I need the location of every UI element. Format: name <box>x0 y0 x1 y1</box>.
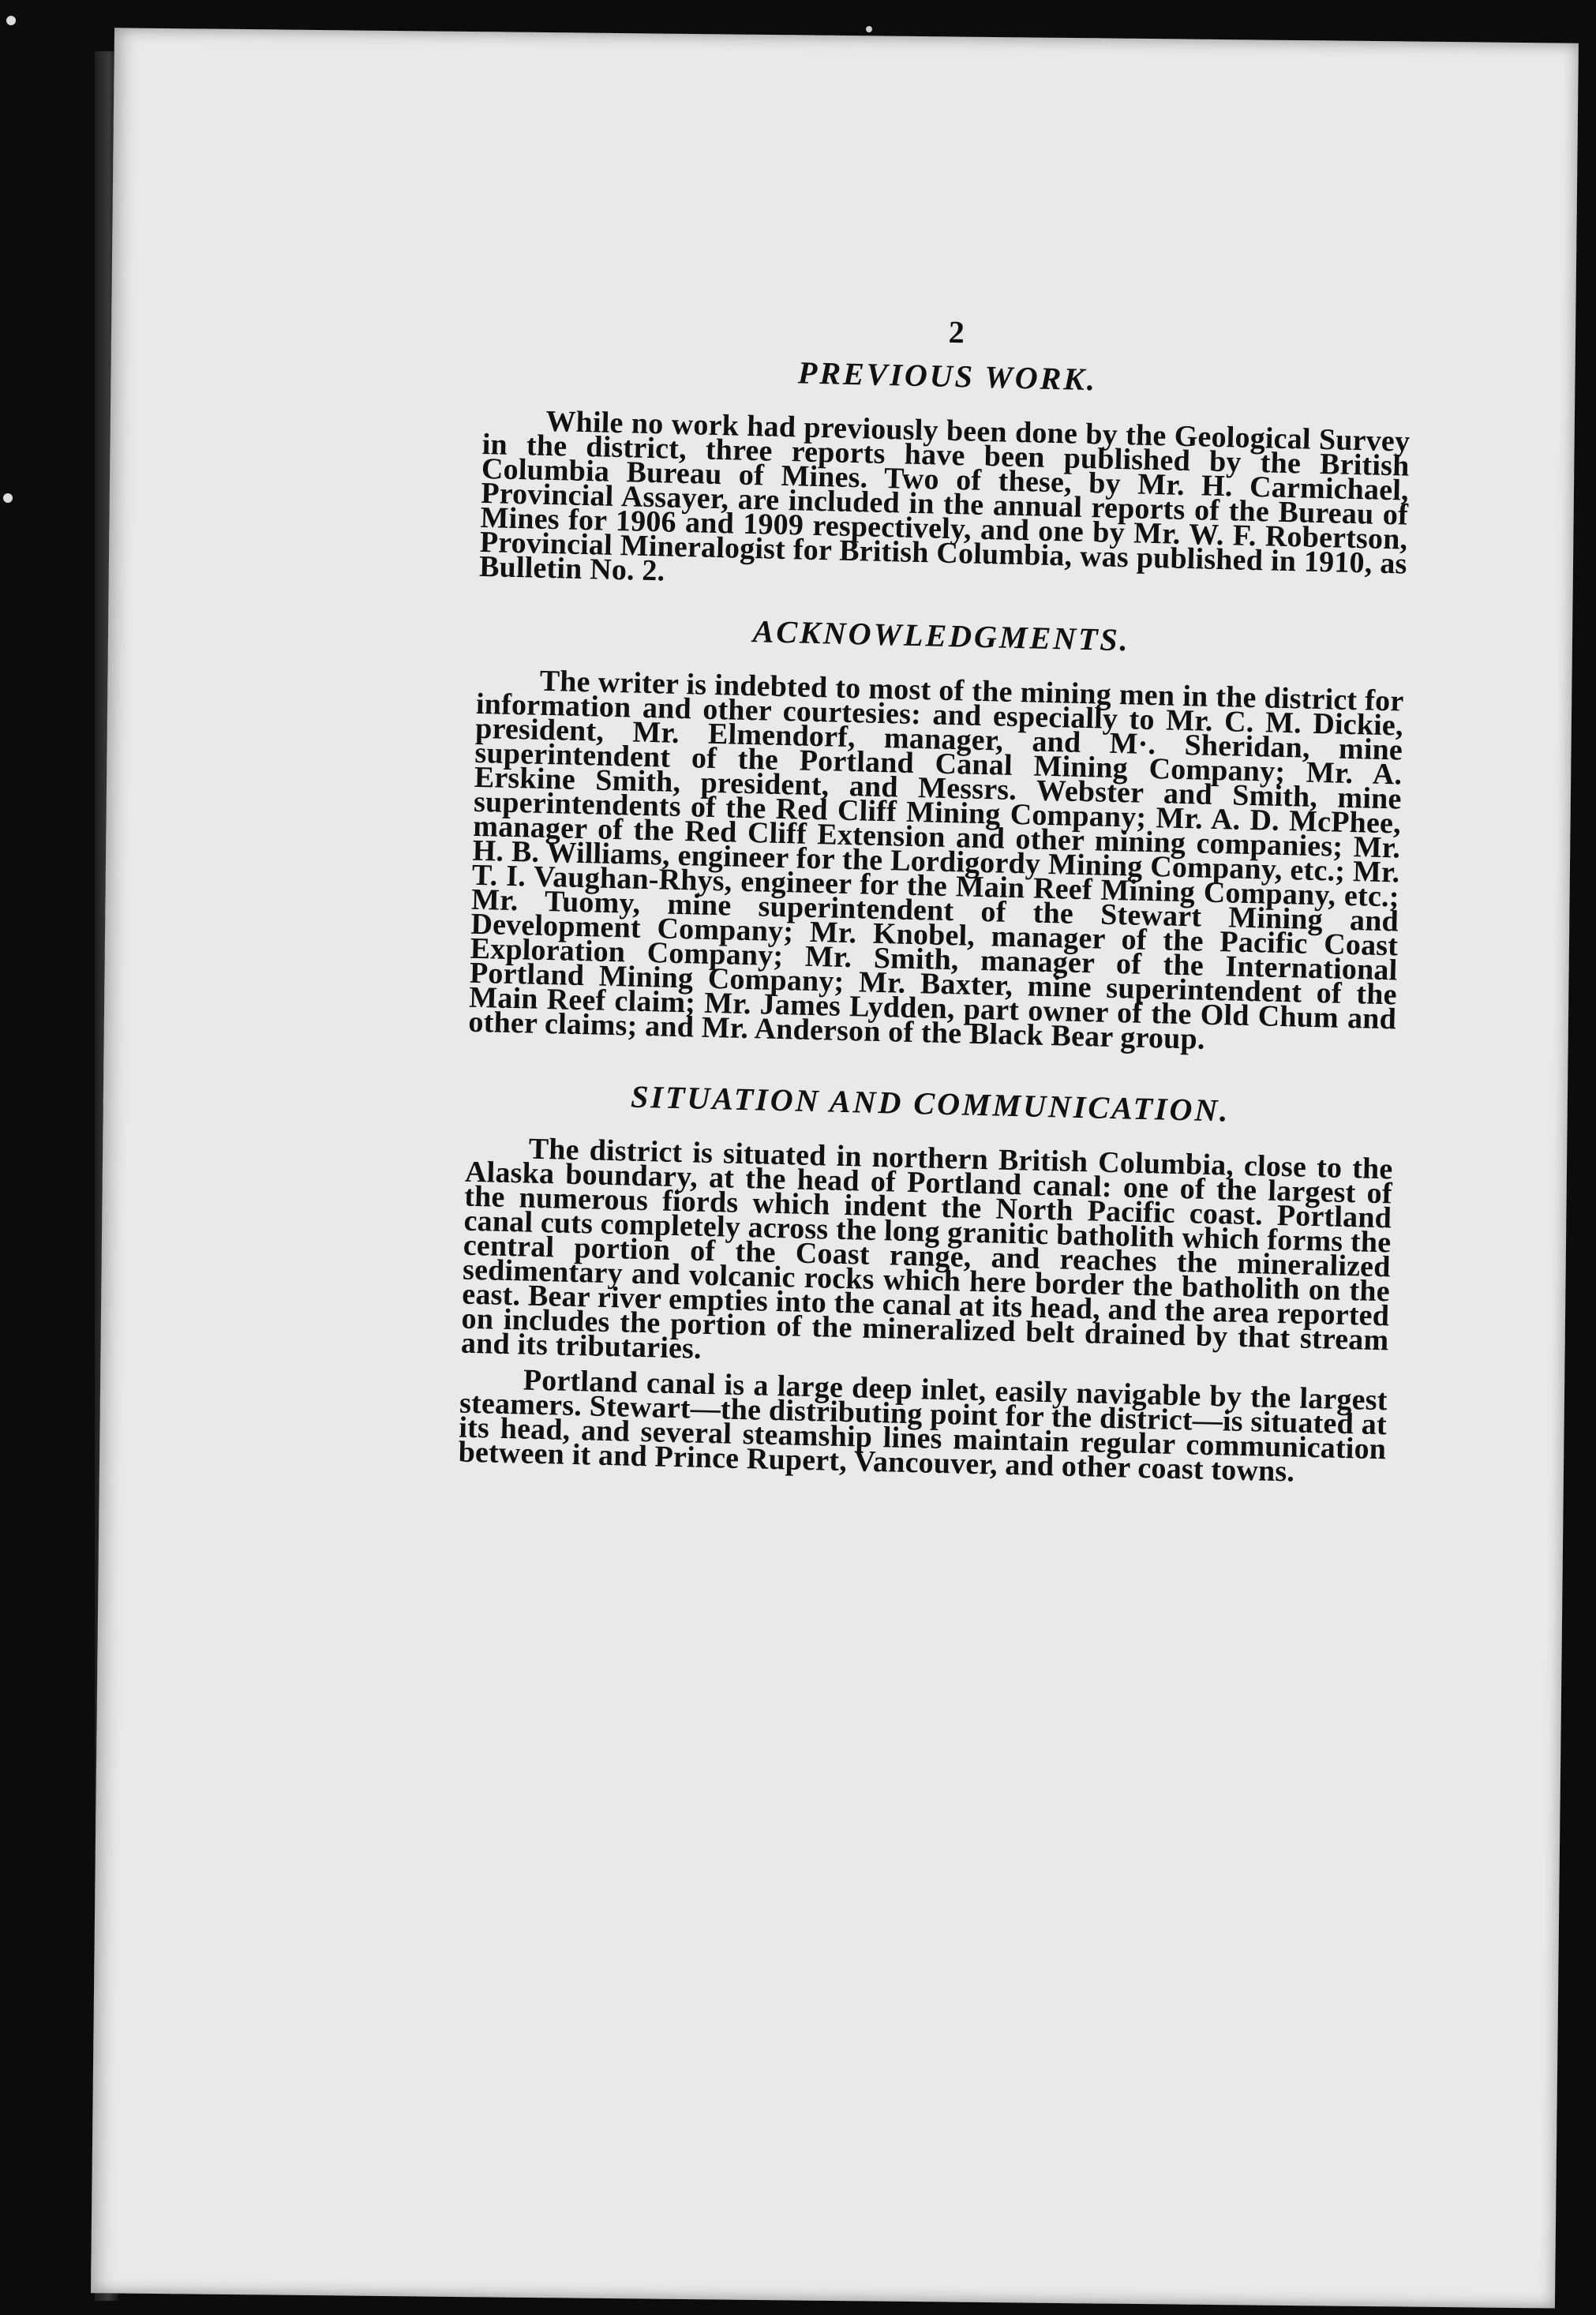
dust-speck <box>6 16 16 25</box>
paragraph: While no work had previously been done by the Geological Survey in the district, three reports have been published by the British Columbia Bureau of Mines. Two of these, by Mr. H. Carmichael, Provincial Assayer, are included in the annual reports of the Bureau of Mines for 1906 and 1909 respectively, and one by Mr. W. F. Robertson, Provincial Mineralogist for British Columbia, was published in 1910, as Bulletin No. 2. <box>478 404 1411 588</box>
section-heading: PREVIOUS WORK. <box>797 354 1098 398</box>
dust-speck <box>3 493 13 503</box>
section-previous-work <box>479 347 1412 601</box>
section-heading: ACKNOWLEDGMENTS. <box>752 613 1131 658</box>
section-situation-and-communication <box>458 1074 1394 1487</box>
paragraph: The district is situated in northern British Columbia, close to the Alaska boundary, at the head of Portland canal: one of the largest of the numerous fiords which indent the North Pacific coast. Portland canal cuts completely across the long granitic batholith which forms the central portion of the Coast range, and reaches the mineralized sedimentary and volcanic rocks which here border the batholith on the east. Bear river empties into the canal at its head, and the area reported on includes the portion of the mineralized belt drained by that stream and its tributaries. <box>460 1132 1393 1365</box>
page-content <box>458 304 1413 1513</box>
section-acknowledgments <box>468 606 1405 1057</box>
section-heading: SITUATION AND COMMUNICATION. <box>630 1078 1231 1129</box>
dust-speck <box>866 26 872 32</box>
paragraph: Portland canal is a large deep inlet, easily navigable by the largest steamers. Stewart—the distributing point for the district—is situated at its head, and several steamship lines maintain regular communication between it and Prince Rupert, Vancouver, and other coast towns. <box>458 1363 1388 1489</box>
page-number: 2 <box>948 313 965 350</box>
paragraph: The writer is indebted to most of the mining men in the district for information and other courtesies: and especially to Mr. C. M. Dickie, president, Mr. Elmendorf, manager, and M·. Sheridan, mine superintendent of the Portland Canal Mining Company; Mr. A. Erskine Smith, president, and Messrs. Webster and Smith, mine superintendents of the Red Cliff Mining Company; Mr. A. D. McPhee, manager of the Red Cliff Extension and other mining companies; Mr. H. B. Williams, engineer for the Lordigordy Mining Company, etc.; Mr. T. I. Vaughan-Rhys, engineer for the Main Reef Mining Company, etc.; Mr. Tuomy, mine superintendent of the Stewart Mining and Development Company; Mr. Knobel, manager of the Pacific Coast Exploration Company; Mr. Smith, manager of the International Portland Mining Company; Mr. Baxter, mine superintendent of the Main Reef claim; Mr. James Lydden, part owner of the Old Chum and other claims; and Mr. Anderson of the Black Bear group. <box>468 664 1404 1056</box>
